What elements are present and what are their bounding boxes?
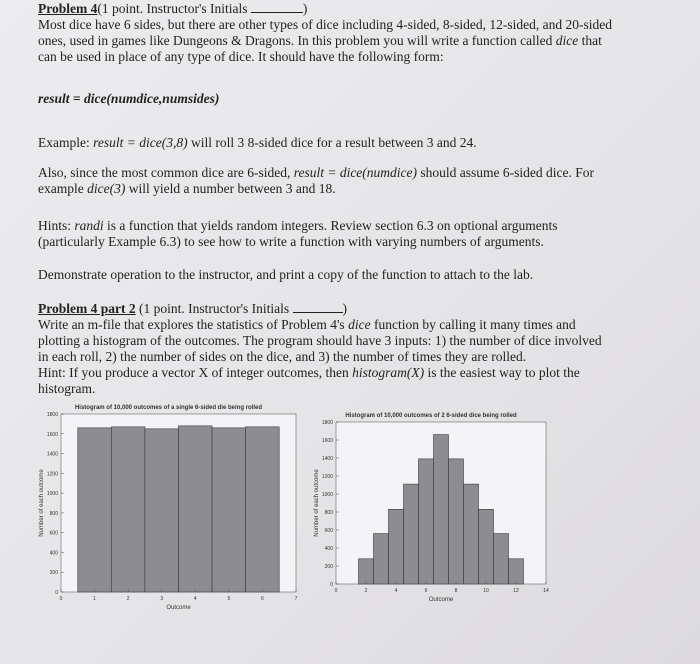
y-axis-label: Number of each outcome — [39, 469, 45, 537]
part2-heading-line — [38, 302, 347, 316]
part2-line2: plotting a histogram of the outcomes. The program should have 3 inputs: 1) the number of dice involved — [38, 333, 602, 348]
histogram-1-svg — [28, 396, 308, 624]
y-tick-label: 600 — [324, 528, 333, 534]
y-tick-label: 1000 — [321, 492, 333, 498]
y-tick-label: 1800 — [46, 412, 58, 418]
hint1-c: is a function that yields random integers. Review section 6.3 on optional arguments — [103, 218, 558, 233]
x-tick-label: 4 — [394, 588, 398, 594]
part2-line1-c: function by calling it many times and — [370, 317, 576, 332]
histogram-bar — [404, 484, 419, 584]
y-tick-label: 400 — [49, 550, 58, 557]
also2-a: example — [38, 181, 88, 196]
problem4-line3: can be used in place of any type of dice. It should have the following form: — [38, 49, 444, 64]
histogram-bar — [179, 426, 213, 592]
histogram-bar — [419, 459, 434, 584]
example-rest: will roll 3 8-sided dice for a result between 3 and 24. — [187, 135, 477, 150]
y-tick-label: 1000 — [46, 491, 58, 498]
x-tick-label: 6 — [261, 596, 264, 602]
y-tick-label: 0 — [55, 590, 58, 596]
problem4-line2-b: dice — [555, 33, 579, 48]
y-tick-label: 1600 — [46, 431, 58, 438]
also1-c: should assume 6-sided dice. For — [417, 165, 595, 180]
problem4-line2-a: ones, used in games like Dungeons & Dragons. In this problem you will write a function called — [38, 33, 556, 48]
x-axis-label: Outcome — [428, 597, 454, 603]
part2-line4 — [38, 366, 580, 380]
x-tick-label: 0 — [59, 596, 63, 602]
example-label: Example: — [38, 135, 94, 150]
part2-line1-a: Write an m-file that explores the statistics of Problem 4's — [38, 317, 349, 332]
hint-line2: (particularly Example 6.3) to see how to write a function with varying numbers of arguments. — [38, 234, 544, 249]
hint1-a: Hints: — [38, 218, 75, 233]
part2-close: ) — [342, 301, 348, 316]
part2-line4-c: is the easiest way to plot the — [424, 365, 580, 380]
x-tick-label: 2 — [126, 596, 130, 602]
y-tick-label: 400 — [324, 546, 333, 552]
y-tick-label: 1400 — [46, 451, 58, 458]
histogram-bar — [389, 509, 404, 584]
x-axis-label: Outcome — [166, 605, 191, 611]
y-tick-label: 1200 — [46, 471, 58, 478]
histogram-bar — [494, 534, 509, 584]
x-tick-label: 4 — [193, 596, 197, 602]
also1-b: result = dice(numdice) — [293, 165, 418, 180]
x-tick-label: 5 — [227, 596, 231, 602]
x-tick-label: 6 — [424, 588, 428, 594]
histogram-bar — [509, 559, 524, 584]
histogram-chart-2 — [298, 406, 558, 616]
y-tick-label: 0 — [330, 582, 333, 588]
also-line1 — [38, 166, 594, 180]
histogram-bar — [464, 484, 479, 584]
example-code: result = dice(3,8) — [93, 135, 188, 150]
part2-points: (1 point. Instructor's Initials — [135, 301, 290, 316]
also2-b: dice(3) — [87, 181, 126, 196]
histogram-bar — [212, 428, 246, 592]
example-line — [38, 136, 477, 150]
part2-line1 — [38, 318, 576, 332]
problem4-points: (1 point. Instructor's Initials — [97, 1, 248, 16]
problem4-line1: Most dice have 6 sides, but there are other types of dice including 4-sided, 8-sided, 12-sided, and 20-sided — [38, 17, 612, 32]
x-tick-label: 3 — [160, 596, 164, 602]
problem4-line2-c: that — [578, 33, 602, 48]
y-axis-label: Number of each outcome — [314, 469, 320, 537]
y-tick-label: 1400 — [321, 456, 333, 462]
y-tick-label: 200 — [49, 570, 58, 577]
part2-heading: Problem 4 part 2 — [38, 301, 136, 316]
function-form: result = dice(numdice,numsides) — [38, 91, 220, 106]
problem4-heading: Problem 4 — [38, 1, 98, 16]
x-tick-label: 12 — [513, 588, 519, 594]
demo-line: Demonstrate operation to the instructor, and print a copy of the function to attach to the lab. — [38, 267, 534, 282]
y-tick-label: 1800 — [321, 420, 333, 426]
also2-c: will yield a number between 3 and 18. — [125, 181, 336, 196]
also-line2 — [38, 182, 336, 196]
x-tick-label: 8 — [454, 588, 458, 594]
x-tick-label: 10 — [483, 588, 489, 594]
part2-line4-a: Hint: If you produce a vector X of integer outcomes, then — [38, 365, 353, 380]
problem4-close: ) — [302, 1, 308, 16]
chart-title: Histogram of 10,000 outcomes of 2 6-sided dice being rolled — [345, 413, 517, 419]
x-tick-label: 1 — [93, 596, 96, 602]
problem4-heading-line — [38, 2, 307, 16]
part2-line5: histogram. — [38, 381, 96, 396]
x-tick-label: 14 — [543, 588, 549, 594]
histogram-bar — [78, 428, 112, 592]
histogram-bar — [449, 459, 464, 584]
problem4-line2 — [38, 34, 602, 48]
part2-line3: in each roll, 2) the number of sides on the dice, and 3) the number of times they are rolled. — [38, 349, 527, 364]
x-tick-label: 7 — [294, 596, 298, 602]
histogram-bar — [111, 427, 145, 592]
also1-a: Also, since the most common dice are 6-sided, — [38, 165, 294, 180]
x-tick-label: 2 — [364, 588, 368, 594]
y-tick-label: 600 — [49, 530, 58, 537]
histogram-bar — [374, 534, 389, 584]
y-tick-label: 800 — [324, 510, 333, 516]
hint1-b: randi — [74, 218, 104, 233]
part2-line4-b: histogram(X) — [352, 365, 425, 380]
histogram-bar — [359, 559, 374, 584]
y-tick-label: 1200 — [321, 474, 333, 480]
histogram-bar — [479, 509, 494, 584]
histogram-bar — [246, 427, 280, 592]
initials-blank-1 — [251, 2, 303, 13]
histogram-chart-1 — [28, 396, 308, 624]
histogram-bar — [145, 429, 179, 592]
histogram-2-svg — [298, 406, 558, 616]
part2-line1-b: dice — [348, 317, 371, 332]
x-tick-label: 0 — [334, 588, 338, 594]
chart-title: Histogram of 10,000 outcomes of a single 6-sided die being rolled — [74, 405, 263, 411]
y-tick-label: 800 — [49, 510, 58, 517]
y-tick-label: 1600 — [321, 438, 333, 444]
hint-line1 — [38, 219, 557, 233]
histogram-bar — [434, 435, 449, 584]
initials-blank-2 — [293, 302, 343, 313]
y-tick-label: 200 — [324, 564, 333, 570]
